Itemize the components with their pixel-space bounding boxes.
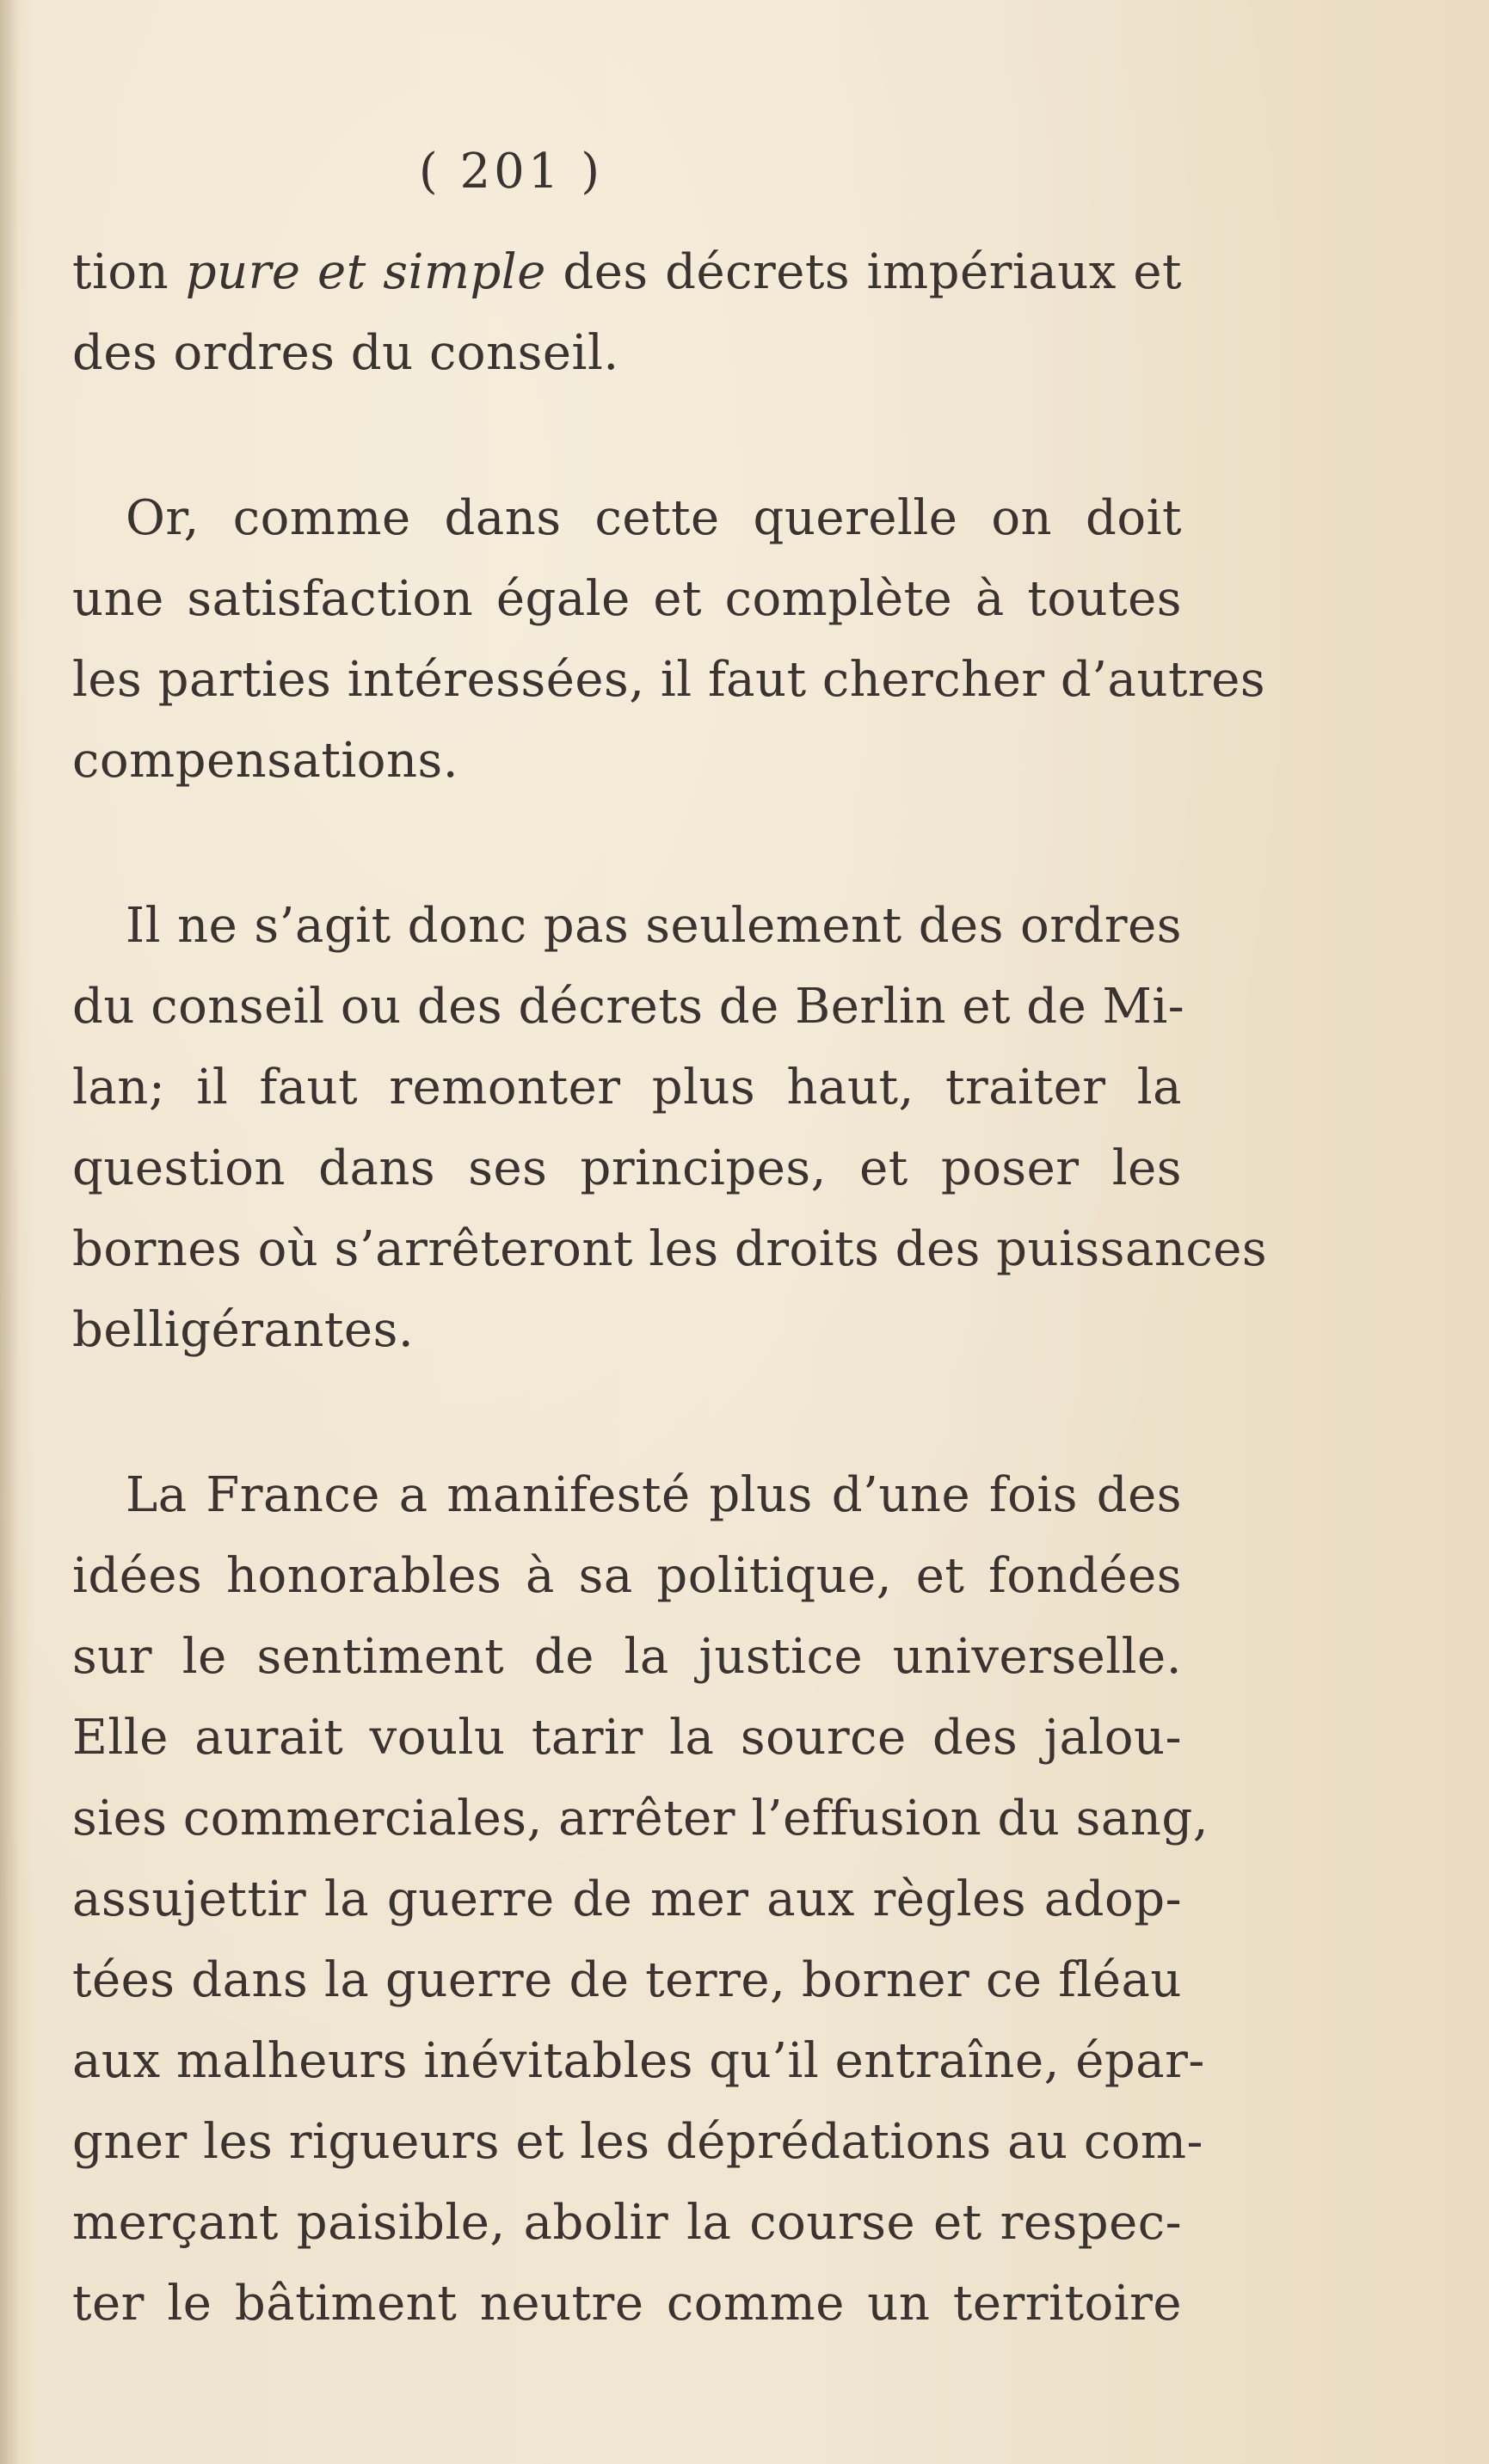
paragraph-or-comme (72, 478, 1266, 802)
paragraph-il-ne-sagit (72, 886, 1268, 1371)
text-line: une satisfaction égale et complète à toutes (72, 571, 1182, 627)
page-text-block (72, 138, 1268, 2344)
text-line: Il ne s’agit donc pas seulement des ordres (126, 898, 1182, 954)
text-line: question dans ses principes, et poser les (72, 1140, 1182, 1196)
text-line: des ordres du conseil. (72, 325, 619, 381)
text-run: des décrets impériaux et (545, 244, 1183, 300)
text-line: assujettir la guerre de mer aux règles adop- (72, 1871, 1182, 1927)
paragraph-la-france (72, 1455, 1209, 2344)
text-line: ter le bâtiment neutre comme un territoire (72, 2276, 1182, 2332)
text-line: Or, comme dans cette querelle on doit (126, 490, 1182, 546)
text-line: sies commerciales, arrêter l’effusion du sang, (72, 1791, 1209, 1846)
text-line: bornes où s’arrêteront les droits des puissances (72, 1221, 1268, 1277)
text-line: La France a manifesté plus d’une fois des (126, 1467, 1182, 1523)
text-line: gner les rigueurs et les déprédations au com- (72, 2114, 1203, 2170)
page-number: ( 201 ) (418, 144, 604, 200)
text-line: Elle aurait voulu tarir la source des jalou- (72, 1710, 1182, 1766)
italic-phrase: pure et simple (185, 244, 546, 300)
page-gutter-shadow (0, 0, 19, 2464)
paragraph-gap (72, 394, 1182, 478)
text-line: idées honorables à sa politique, et fondées (72, 1548, 1182, 1604)
paragraph-gap (72, 802, 1182, 886)
text-line: lan; il faut remonter plus haut, traiter la (72, 1060, 1182, 1115)
paragraph-gap (72, 1371, 1182, 1455)
text-line: tées dans la guerre de terre, borner ce fléau (72, 1952, 1182, 2008)
text-line (72, 232, 1182, 313)
text-run: tion (72, 244, 186, 300)
text-line: merçant paisible, abolir la course et respec- (72, 2195, 1182, 2251)
text-line: sur le sentiment de la justice universelle. (72, 1629, 1182, 1685)
paragraph-continuation (72, 232, 1182, 394)
text-line: compensations. (72, 733, 459, 789)
text-line: du conseil ou des décrets de Berlin et de Mi- (72, 979, 1185, 1035)
text-line: aux malheurs inévitables qu’il entraîne, épar- (72, 2033, 1205, 2089)
text-line: les parties intéressées, il faut chercher d’autres (72, 652, 1266, 708)
text-line: belligérantes. (72, 1302, 415, 1358)
